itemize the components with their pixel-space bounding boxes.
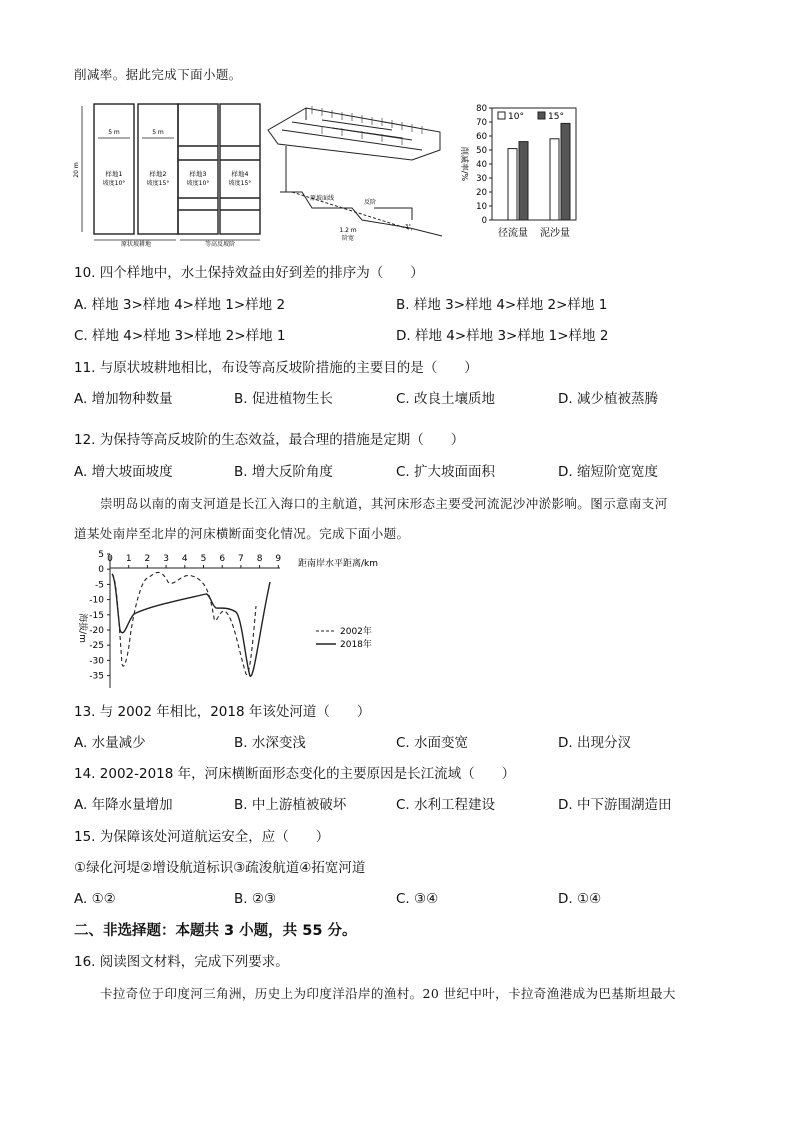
q13-option-b[interactable]: B. 水深变浅: [234, 735, 306, 751]
bar-chart-ytick-label: 50: [476, 146, 487, 156]
bar-0-1: [519, 142, 528, 220]
river-xtick-label: 4: [181, 554, 188, 564]
line-2002: [112, 572, 256, 674]
river-xtick-label: 3: [163, 554, 169, 564]
q15-stem: 15. 为保障该处河道航运安全，应（ ）: [74, 829, 330, 845]
q11-option-d[interactable]: D. 减少植被蒸腾: [558, 391, 658, 407]
river-ytick-label: -15: [89, 610, 104, 621]
plot-3-rect: [178, 104, 218, 234]
plot-4-name: 样地4: [231, 170, 249, 178]
q14-stem: 14. 2002-2018 年，河床横断面形态变化的主要原因是长江流域（ ）: [74, 766, 516, 782]
bar-legend-swatch: [498, 112, 505, 119]
original-slope-label: 原状坡耕地: [120, 241, 152, 248]
q12-option-d[interactable]: D. 缩短阶宽宽度: [558, 464, 658, 480]
plot-1-rect: [94, 104, 134, 234]
q16-stem: 16. 阅读图文材料，完成下列要求。: [74, 954, 289, 970]
q10-option-d[interactable]: D. 样地 4>样地 3>样地 1>样地 2: [396, 328, 609, 344]
reverse-step-label: 等高反坡阶: [204, 241, 236, 248]
bar-0-0: [508, 149, 517, 220]
bar-legend-label: 10°: [508, 112, 524, 122]
river-xtick-label: 0: [107, 554, 113, 564]
river-xlabel: 距南岸水平距离/km: [297, 559, 379, 569]
q12-option-c[interactable]: C. 扩大坡面面积: [396, 464, 496, 480]
river-ylabel: 海拔/m: [77, 613, 87, 643]
plot-4-slope: 坡度15°: [228, 180, 252, 187]
bar-legend-label: 15°: [548, 112, 564, 122]
bar-chart-ylabel: 削减率/%: [460, 146, 469, 182]
section-original-line: 原坡面线: [309, 195, 335, 202]
river-ytick-label: 0: [98, 565, 104, 576]
bar-1-0: [550, 139, 559, 220]
q13-option-d[interactable]: D. 出现分汊: [558, 735, 631, 751]
section-reverse: 反阶: [363, 199, 377, 206]
q13-option-c[interactable]: C. 水面变宽: [396, 735, 469, 751]
q10-stem: 10. 四个样地中，水土保持效益由好到差的排序为（ ）: [74, 265, 424, 281]
river-ytick-label: -35: [89, 671, 104, 682]
q14-option-b[interactable]: B. 中上游植被破坏: [234, 797, 347, 813]
q12-option-b[interactable]: B. 增大反阶角度: [234, 464, 333, 480]
line-2018: [112, 574, 270, 676]
bar-chart-ytick-label: 40: [476, 160, 487, 170]
river-ytick-label: 5: [98, 550, 104, 560]
q11-option-b[interactable]: B. 促进植物生长: [234, 391, 333, 407]
river-ytick-label: -5: [95, 580, 104, 591]
river-ytick-label: -20: [89, 626, 104, 636]
plot-1-slope: 坡度10°: [102, 180, 126, 187]
plot-4-rect: [220, 104, 260, 234]
width-label-2: 5 m: [152, 129, 164, 136]
q16-passage: 卡拉奇位于印度河三角洲，历史上为印度洋沿岸的渔村。20 世纪中叶，卡拉奇渔港成为巴基斯坦最大: [100, 986, 676, 1001]
plot-1-name: 样地1: [105, 170, 123, 178]
intro-line: 削减率。据此完成下面小题。: [74, 67, 242, 82]
bar-chart-ytick-label: 30: [476, 174, 487, 184]
q15-items: ①绿化河堤②增设航道标识③疏浚航道④拓宽河道: [74, 860, 366, 876]
river-xtick-label: 1: [125, 554, 132, 564]
q13-option-a[interactable]: A. 水量减少: [74, 735, 146, 751]
bar-chart-ytick-label: 70: [476, 118, 487, 128]
bar-1-1: [561, 123, 570, 220]
q14-option-a[interactable]: A. 年降水量增加: [74, 797, 173, 813]
bar-category-label: 径流量: [498, 228, 528, 239]
river-ytick-label: -25: [89, 641, 104, 652]
q11-option-a[interactable]: A. 增加物种数量: [74, 391, 173, 407]
q11-option-c[interactable]: C. 改良土壤质地: [396, 391, 496, 407]
passage2-line1: 崇明岛以南的南支河道是长江入海口的主航道，其河床形态主要受河流泥沙冲淤影响。图示意南支河: [100, 496, 668, 511]
reduction-rate-bar-chart: [452, 100, 582, 248]
legend-2002-label: 2002年: [340, 627, 372, 637]
section-2-heading: 二、非选择题：本题共 3 小题，共 55 分。: [74, 923, 357, 939]
river-xtick-label: 5: [200, 554, 207, 564]
q10-option-c[interactable]: C. 样地 4>样地 3>样地 2>样地 1: [74, 328, 286, 344]
legend-2018-label: 2018年: [340, 640, 372, 650]
plot-3-name: 样地3: [189, 170, 207, 178]
river-cross-section-chart: [70, 548, 410, 696]
section-angle: 3°: [405, 224, 411, 230]
river-xtick-label: 8: [256, 554, 263, 564]
terrace-sketch-figure: [262, 100, 452, 248]
q10-option-a[interactable]: A. 样地 3>样地 4>样地 1>样地 2: [74, 297, 286, 313]
section-width: 1.2 m: [339, 227, 357, 234]
passage2-line2: 道某处南岸至北岸的河床横断面变化情况。完成下面小题。: [74, 526, 410, 541]
bar-chart-ytick-label: 20: [476, 188, 487, 198]
bar-chart-ytick-label: 80: [476, 104, 487, 114]
bar-chart-ytick-label: 0: [481, 216, 487, 226]
river-xtick-label: 7: [238, 554, 244, 564]
q13-stem: 13. 与 2002 年相比，2018 年该处河道（ ）: [74, 704, 371, 720]
bar-legend-swatch: [538, 112, 545, 119]
q14-option-c[interactable]: C. 水利工程建设: [396, 797, 496, 813]
river-xtick-label: 9: [275, 554, 282, 564]
q12-stem: 12. 为保持等高反坡阶的生态效益，最合理的措施是定期（ ）: [74, 432, 465, 448]
q15-option-b[interactable]: B. ②③: [234, 891, 277, 907]
width-label-1: 5 m: [108, 129, 120, 136]
river-xtick-label: 2: [144, 554, 151, 564]
river-ytick-label: -10: [89, 595, 104, 606]
plot-2-name: 样地2: [149, 170, 167, 178]
q14-option-d[interactable]: D. 中下游围湖造田: [558, 797, 672, 813]
bar-category-label: 泥沙量: [540, 228, 570, 239]
river-ytick-label: -30: [89, 656, 104, 667]
q10-option-b[interactable]: B. 样地 3>样地 4>样地 2>样地 1: [396, 297, 608, 313]
section-step: 阶宽: [341, 235, 355, 242]
length-label: 20 m: [73, 162, 80, 178]
q15-option-a[interactable]: A. ①②: [74, 891, 116, 907]
plot-2-rect: [138, 104, 178, 234]
bar-chart-ytick-label: 10: [476, 202, 487, 212]
plot-layout-figure: [72, 100, 262, 248]
plot-3-slope: 坡度10°: [186, 180, 210, 187]
river-xtick-label: 6: [219, 554, 226, 564]
q15-option-c[interactable]: C. ③④: [396, 891, 439, 907]
q11-stem: 11. 与原状坡耕地相比，布设等高反坡阶措施的主要目的是（ ）: [74, 360, 478, 376]
plot-2-slope: 坡度15°: [146, 180, 170, 187]
bar-chart-ytick-label: 60: [476, 132, 487, 142]
q15-option-d[interactable]: D. ①④: [558, 891, 602, 907]
q12-option-a[interactable]: A. 增大坡面坡度: [74, 464, 173, 480]
